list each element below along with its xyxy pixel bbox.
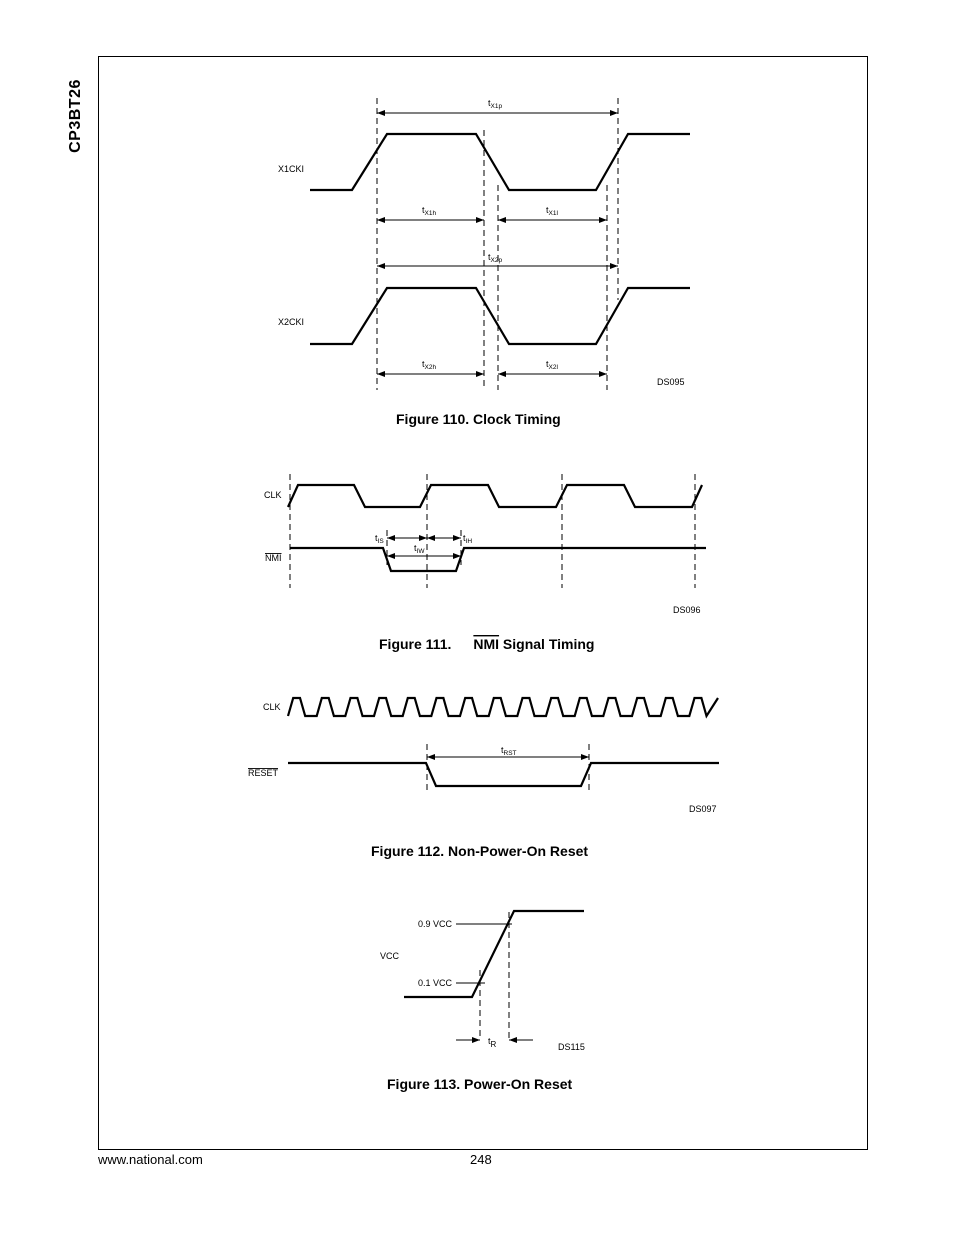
- tis-label: $t_{IS}$: [375, 533, 384, 545]
- level-010-label: 0.1 VCC: [418, 978, 453, 988]
- reset-waveform: [288, 763, 719, 786]
- page-number: 248: [470, 1152, 492, 1167]
- drawing-id: DS097: [689, 804, 717, 814]
- figure-113-power-on-reset: [380, 911, 585, 1092]
- clk-waveform: [288, 698, 718, 716]
- footer-website[interactable]: www.national.com: [98, 1152, 203, 1167]
- reset-label: RESET: [248, 768, 279, 778]
- tr-label: tR: [488, 1036, 497, 1049]
- figure-caption: Figure 112. Non-Power-On Reset: [371, 843, 589, 859]
- tx1h-label: $t_{X1h}$: [422, 205, 437, 217]
- clk-label: CLK: [263, 702, 281, 712]
- tx2l-label: $t_{X2l}$: [546, 359, 558, 371]
- part-number: CP3BT26: [67, 79, 84, 153]
- figure-caption: Figure 111. NMI Signal Timing: [379, 636, 595, 652]
- tx2h-label: $t_{X2h}$: [422, 359, 437, 371]
- tiw-label: $t_{IW}$: [414, 543, 425, 555]
- clk-label: CLK: [264, 490, 282, 500]
- figure-112-non-power-on-reset: [248, 698, 719, 859]
- tih-label: $t_{IH}$: [463, 533, 473, 545]
- figure-110-clock-timing: [278, 98, 690, 427]
- tx1p-label: $t_{X1p}$: [488, 98, 503, 110]
- x1cki-label: X1CKI: [278, 164, 305, 174]
- figure-caption: Figure 110. Clock Timing: [396, 411, 561, 427]
- drawing-id: DS096: [673, 605, 701, 615]
- drawing-id: DS115: [558, 1042, 585, 1052]
- level-090-label: 0.9 VCC: [418, 919, 453, 929]
- vcc-label: VCC: [380, 951, 400, 961]
- nmi-label: NMI: [265, 553, 282, 563]
- clk-waveform: [288, 485, 702, 507]
- figure-caption: Figure 113. Power-On Reset: [387, 1076, 573, 1092]
- x1cki-waveform: [310, 134, 690, 190]
- tx1l-label: $t_{X1l}$: [546, 205, 558, 217]
- trst-label: $t_{RST}$: [501, 745, 517, 757]
- x2cki-waveform: [310, 288, 690, 344]
- drawing-id: DS095: [657, 377, 685, 387]
- figure-111-nmi-signal-timing: [264, 474, 706, 652]
- tx2p-label: $t_{X2p}$: [488, 252, 503, 264]
- x2cki-label: X2CKI: [278, 317, 305, 327]
- nmi-waveform: [290, 548, 706, 571]
